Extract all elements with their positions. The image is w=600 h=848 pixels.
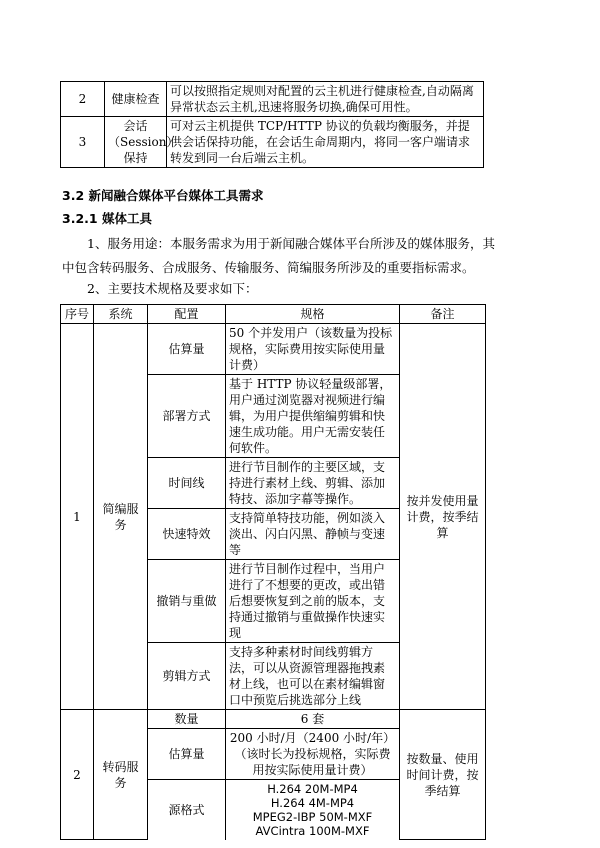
feature-description: 可对云主机提供 TCP/HTTP 协议的负载均衡服务，并提供会话保持功能，在会话生命周期内，将同一客户端请求转发到同一台后端云主机。 xyxy=(167,117,484,168)
spec-text: 进行节目制作的主要区域，支持进行素材上线、剪辑、添加特技、添加字幕等操作。 xyxy=(226,458,400,509)
section-heading-3-2-1: 3.2.1 媒体工具 xyxy=(62,211,152,226)
config-name: 撤销与重做 xyxy=(148,560,226,643)
spec-text: 支持多种素材时间线剪辑方法，可以从资源管理器拖拽素材上线，也可以在素材编辑窗口中预览后挑选部分上线 xyxy=(226,643,400,710)
system-name: 转码服务 xyxy=(94,710,148,840)
row-number: 3 xyxy=(61,117,105,168)
source-format-item: AVCintra 100M-MXF xyxy=(255,823,370,838)
config-name: 快速特效 xyxy=(148,509,226,560)
spec-text: 6 套 xyxy=(226,710,400,729)
media-tools-spec-table xyxy=(60,304,486,840)
table-row xyxy=(61,710,486,729)
feature-description: 可以按照指定规则对配置的云主机进行健康检查,自动隔离异常状态云主机,迅速将服务切换,确保可用性。 xyxy=(167,82,484,117)
spec-text: 支持简单特技功能，例如淡入淡出、闪白闪黑、静帧与变速等 xyxy=(226,509,400,560)
feature-name: 会话（Session）保持 xyxy=(105,117,167,168)
header-spec: 规格 xyxy=(226,305,400,324)
spec-text: 基于 HTTP 协议轻量级部署，用户通过浏览器对视频进行编辑，为用户提供缩编剪辑和快速生成功能。用户无需安装任何软件。 xyxy=(226,375,400,458)
config-name: 估算量 xyxy=(148,324,226,375)
source-format-item: H.264 20M-MP4 xyxy=(267,781,358,796)
billing-remark: 按并发使用量计费，按季结算 xyxy=(400,324,486,710)
spec-text: 50 个并发用户（该数量为投标规格，实际费用按实际使用量计费） xyxy=(226,324,400,375)
spec-text: 进行节目制作过程中，当用户进行了不想要的更改，或出错后想要恢复到之前的版本，支持通过撤销与重做操作快速实现 xyxy=(226,560,400,643)
spec-intro-paragraph: 2、主要技术规格及要求如下： xyxy=(87,281,258,296)
service-purpose-paragraph: 1、服务用途：本服务需求为用于新闻融合媒体平台所涉及的媒体服务，其中包含转码服务、合成服务、传输服务、简编服务所涉及的重要指标需求。 xyxy=(62,236,495,275)
spec-text: 200 小时/月（2400 小时/年）（该时长为投标规格，实际费用按实际使用量计费） xyxy=(226,729,400,780)
table-row xyxy=(61,82,484,117)
config-name: 剪辑方式 xyxy=(148,643,226,710)
load-balancer-feature-table xyxy=(60,81,484,168)
table-header-row xyxy=(61,305,486,324)
table-row xyxy=(61,324,486,375)
config-name: 数量 xyxy=(148,710,226,729)
group-number: 1 xyxy=(61,324,94,710)
billing-remark: 按数量、使用时间计费，按季结算 xyxy=(400,710,486,840)
config-name: 部署方式 xyxy=(148,375,226,458)
source-format-item: MPEG2-IBP 50M-MXF xyxy=(252,809,373,824)
header-num: 序号 xyxy=(61,305,94,324)
header-config: 配置 xyxy=(148,305,226,324)
feature-name: 健康检查 xyxy=(105,82,167,117)
config-name: 估算量 xyxy=(148,729,226,780)
source-format-item: H.264 4M-MP4 xyxy=(270,795,355,810)
config-name: 时间线 xyxy=(148,458,226,509)
system-name: 简编服务 xyxy=(94,324,148,710)
section-heading-3-2: 3.2 新闻融合媒体平台媒体工具需求 xyxy=(62,188,264,203)
config-name: 源格式 xyxy=(148,780,226,840)
table-row xyxy=(61,117,484,168)
row-number: 2 xyxy=(61,82,105,117)
header-remark: 备注 xyxy=(400,305,486,324)
source-format-list xyxy=(226,780,400,840)
header-system: 系统 xyxy=(94,305,148,324)
group-number: 2 xyxy=(61,710,94,840)
